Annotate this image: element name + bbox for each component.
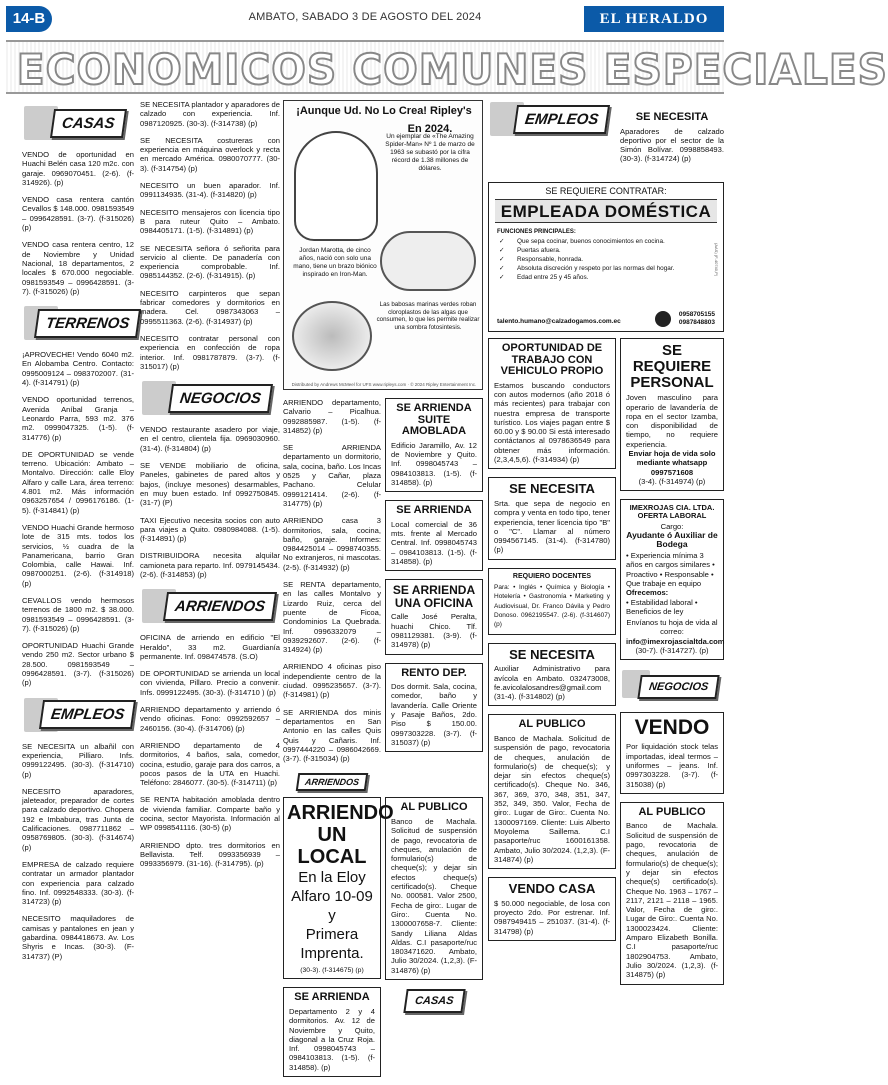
ad-se-arrienda-local: SE ARRIENDA Local comercial de 36 mts. frente al Mercado Central. Inf. 0998045743 – 0984103813. (1-5). (f-314858). (p) bbox=[385, 500, 483, 571]
section-banner bbox=[6, 40, 888, 94]
ad-se-arrienda-departamento: SE ARRIENDA Departamento 2 y 4 dormitorios. Av. 12 de Noviembre y Quito, diagonal a la Cruz Roja. Inf. 0998045743 – 0984103813. (1-5). (f-314858). (p) bbox=[283, 987, 381, 1077]
classified-ad: OPORTUNIDAD Huachi Grande vendo 250 m2. Sector urbano $ 28.500. 0981593549 – 0996428591. (3-7). (f-315026) (p) bbox=[22, 641, 134, 688]
classified-ad: NECESITO contratar personal con experiencia en confección de ropa interior. Inf. 0981787879. (3-7). (f-315017) (p) bbox=[140, 333, 280, 371]
section-header-arriendos: ARRIENDOS bbox=[283, 771, 381, 793]
classified-ad: ¡APROVECHE! Vendo 6040 m2. En Alobamba Centro. Contacto: 0995009124 – 0983702007. (31-4). (f-314791) (p) bbox=[22, 350, 134, 388]
classified-ad: NECESITO un buen aparador. Inf. 0991134935. (31-4). (f-314820) (p) bbox=[140, 181, 280, 200]
ad-al-publico: AL PUBLICO Banco de Machala. Solicitud de suspensión de pago, revocatoria de cheques, anulación de formulario(s) de cheque(s); y dejar sin efectos cheque(s) certificado(s). Cheque No. 346, 367, 369, 370, 348, 351, 347, 352, 349, 350. Valor, Fecha de giro:. Lugar de Giro:. Cuenta No. 1300097169. Cliente: Luis Alberto Moyolema Saillema. C.I pasaporte/ruc 1600161358. Ambato, Julio 30/2024. (1,2,3). (F-314874) (p) bbox=[488, 714, 616, 869]
dateline: AMBATO, SABADO 3 DE AGOSTO DEL 2024 bbox=[248, 11, 482, 23]
section-header-negocios: NEGOCIOS bbox=[140, 379, 280, 417]
column-2 bbox=[140, 100, 280, 930]
section-header-terrenos: TERRENOS bbox=[22, 304, 134, 342]
classified-ad: ARRIENDO 4 oficinas piso independiente centro de la ciudad. 0995235657. (3-7). (f-314981) (p) bbox=[283, 662, 381, 700]
section-header-empleos: EMPLEOS bbox=[22, 696, 134, 734]
section-header-negocios: NEGOCIOS bbox=[620, 668, 724, 706]
classified-ad: SE NECESITA plantador y aparadores de calzado con experiencia. Inf. 0987120925. (30-3). (f-314738) (p) bbox=[140, 100, 280, 128]
classified-ad: ARRIENDO dpto. tres dormitorios en Bellavista. Telf. 0993356939 – 0993356979. (31-16). (f-314795). (p) bbox=[140, 840, 280, 869]
classified-ad: SE NECESITA señora ó señorita para servicio al cliente. De panadería con experiencia comprobable. Inf. 0985144352. (2-6). (f-314915). (p) bbox=[140, 243, 280, 281]
classified-ad: SE ARRIENDA dos minis departamentos en San Antonio en las calles Quis Quis y Cañaris. Inf. 0997444220 – 0986042669. (3-7). (f-315034) (p) bbox=[283, 707, 381, 764]
comic-credit: Distributed by Andrews McMeel for UFS www.ripleys.com · © 2024 Ripley Entertainment Inc. bbox=[291, 382, 477, 387]
ad-se-necesita: SE NECESITA Srta. que sepa de negocio en compra y venta en todo tipo, tener experiencia, tener licencia tipo "B" o "C". Llamar al número 0994567145. (31-4). (f-314780) (p) bbox=[488, 477, 616, 559]
ad-imexrojas: IMEXROJAS CIA. LTDA. OFERTA LABORAL Cargo: Ayudante ó Auxiliar de Bodega • Experiencia mínima 3 años en cargos similares • Proactivo • Responsable • Que trabaje en equipo Ofrecemos: • Estabilidad laboral • Beneficios de ley Envíanos tu hoja de vida al correo: info@imexrojascialtda.com (30-7). (f-314727). (p) bbox=[620, 499, 724, 660]
page-header bbox=[0, 0, 730, 36]
column-5-top: SE NECESITA Aparadores de calzado deportivo por el sector de la Simón Bolívar. 0998858493. (30-3). (f-314724) (p) bbox=[620, 111, 724, 164]
slug-illustration bbox=[380, 231, 476, 291]
ad-empleada-domestica: SE REQUIERE CONTRATAR: EMPLEADA DOMÉSTICA FUNCIONES PRINCIPALES: ✓ Que sepa cocinar, buenos conocimientos en cocina. ✓ Puertas afuera. ✓ Responsable, honrada. ✓ Absoluta discreción y respeto por las normas del hogar. ✓ Edad entre 25 y 45 años. talento.humano@calzadogamos.com.ec 0958705155 0987848803 (AAS) (F-40740,P) bbox=[488, 182, 724, 332]
boy-illustration bbox=[294, 131, 378, 241]
banner-title: ECONOMICOS COMUNES ESPECIALES bbox=[16, 45, 888, 94]
funciones-list: ✓ Que sepa cocinar, buenos conocimientos en cocina. ✓ Puertas afuera. ✓ Responsable, honrada. ✓ Absoluta discreción y respeto por las normas del hogar. ✓ Edad entre 25 y 45 años. bbox=[499, 237, 713, 282]
email-address: talento.humano@calzadogamos.com.ec bbox=[497, 318, 621, 325]
classified-ad: SE VENDE mobiliario de oficina, Paneles, gabinetes de pared altos y bajos, (incluye mesones) desarmables, en muy buen estado. Inf 0992750845. (31-7) (P) bbox=[140, 461, 280, 508]
column-4-lower bbox=[488, 338, 616, 936]
empleada-title: EMPLEADA DOMÉSTICA bbox=[495, 199, 717, 223]
comic-title: ¡Aunque Ud. No Lo Crea! Ripley's bbox=[296, 105, 472, 117]
ad-suite-amoblada: SE ARRIENDA SUITE AMOBLADA Edificio Jaramillo, Av. 12 de Noviembre y Quito. Inf. 0998045743 – 0984103813. (1-5). (f-314858). (p) bbox=[385, 398, 483, 492]
phone-numbers: 0958705155 0987848803 bbox=[678, 311, 715, 326]
newspaper-brand: EL HERALDO bbox=[584, 6, 724, 32]
page-number: 14-B bbox=[6, 6, 52, 32]
classified-ad: NECESITO mensajeros con licencia tipo B para ruteur Quito – Ambato. 0984405171. (1-5). (f-314891) (p) bbox=[140, 207, 280, 236]
section-header-arriendos: ARRIENDOS bbox=[140, 587, 280, 625]
ad-requiero-docentes: REQUIERO DOCENTES Para: • Inglés • Química y Biología • Hotelería • Gastronomía • Marketing y Audiovisual, Dr. Franco Dávila y Pedro Donoso. 0962195547. (2-6). (f-314607) (p) bbox=[488, 568, 616, 635]
classified-ad: ARRIENDO casa 3 dormitorios, sala, cocina, baño, garaje. Informes: 0984425014 – 0998740355. No extranjeros, ni mascotas. (2-5). (f-314932) (p) bbox=[283, 516, 381, 572]
column-3 bbox=[283, 100, 483, 1072]
classified-ad: NECESITO carpinteros que sepan fabricar comedores y dormitorios en madera. Cel. 0987343063 – 0995511363. (2-6). (f-314937) (p) bbox=[140, 288, 280, 326]
classified-ad: DISTRIBUIDORA necesita alquilar camioneta para reparto. Inf. 0979145434. (2-6). (f-314853) (p) bbox=[140, 551, 280, 579]
section-header-empleos: EMPLEOS bbox=[488, 100, 616, 138]
ad-al-publico: AL PUBLICO Banco de Machala. Solicitud de suspensión de pago, revocatoria de cheques, anulación de formulario(s) de cheque(s); y dejar sin efectos cheque(s) certificado(s). Cheque No. 000581. Valor 2500, Fecha de giro:. Lugar de Giro:. Cuenta No. 1300007658-7. Cliente: Sandy Liliana Aldas Aldas. C.I pasaporte/ruc 1803471620. Ambato, Julio 30/2024. (1,2,3). (F-314876) (p) bbox=[385, 797, 483, 980]
ad-al-publico: AL PUBLICO Banco de Machala. Solicitud de suspensión de pago, revocatoria de cheques, anulación de formulario(s) de cheque(s); y dejar sin efectos cheque(s) certificado(s). Cheque No. 1963 – 1767 – 2117, 2121 – 2118 – 1965. Valor, Fecha de giro:. Lugar de Giro:. Cuenta No. 1300023424. Cliente: Amparo Elizabeth Bonilla. C.I pasaporte/ruc 1802904753. Ambato, Julio 30/2024. (1,2,3). (f-314875) (p) bbox=[620, 802, 724, 985]
column-5-lower bbox=[620, 338, 725, 980]
ad-se-necesita-auxiliar: SE NECESITA Auxiliar Administrativo para avícola en Ambato. 032473008, fe.avicolalosandres@gmail.com (31-4). (f-314802) (p) bbox=[488, 643, 616, 707]
ripley-comic bbox=[283, 100, 483, 390]
comic-fact-1: En 2024. Un ejemplar de «The Amazing Spider-Man» Nº 1 de marzo de 1963 se subastó por la cifra récord de 1.38 millones de dólares. bbox=[385, 123, 475, 172]
classified-ad: CEVALLOS vendo hermosos terrenos de 1800 m2. $ 38.000. 0981593549 – 0996428591. (3-7). (f-315026) (p) bbox=[22, 595, 134, 633]
classified-ad: DE OPORTUNIDAD se vende terreno. Ubicación: Ambato – Montalvo. Dirección: calle Eloy Alfaro y calle Lara, área terreno: 4.801 m2. Más información 0963257654 / 0996176186. (1-5). (f-314841) (p) bbox=[22, 449, 134, 515]
phone-icon bbox=[655, 311, 671, 327]
ad-arrienda-oficina: SE ARRIENDA UNA OFICINA Calle José Peralta, huachi Chico. Tlf. 0981129381. (3-9). (f-314978) (p) bbox=[385, 579, 483, 654]
classified-ad: SE ARRIENDA departamento un dormitorio, sala, cocina, baño. Los Incas 0525 y Cañar, plaza Pachano. Celular 0999121414. (2-6). (f-314775) (p) bbox=[283, 443, 381, 508]
classified-ad: VENDO casa rentera cantón Cevallos $ 148.000. 0981593549 – 0996428591. (3-7). (f-315026) (p) bbox=[22, 195, 134, 233]
comic-fact-2: Jordan Marotta, de cinco años, nació con solo una mano, tiene un brazo biónico inspirado en Iron-Man. bbox=[293, 247, 377, 278]
classified-ad: SE RENTA departamento, en las calles Montalvo y Lizardo Ruiz, cerca del puente de Ficoa, Condominios La Quebrada. Inf. 0996332079 – 0939292607. (2-6). (f-314924) (p) bbox=[283, 580, 381, 655]
section-header-casas: CASAS bbox=[385, 988, 483, 1014]
classified-ad: SE NECESITA un albañil con experiencia, Pilliaro. Infs. 0999122495. (30-3). (f-314710) (p) bbox=[22, 741, 134, 779]
comic-fact-3: Las babosas marinas verdes roban cloroplastos de las algas que consumen, lo que les permite realizar una sombra fotosintesis. bbox=[376, 301, 480, 331]
classified-ad: OFICINA de arriendo en edificio "El Heraldo", 33 m2. Guardianía permanente. Inf. 098474578. (S.O) bbox=[140, 633, 280, 661]
classified-ad: NECESITO aparadores, jaleteador, preparador de cortes para calzado deportivo. Chopera 192 e Imbabura, tras Junta de Calificaciones. 0987711862 – 0958769805. (30-3). (f-314674) (p) bbox=[22, 786, 134, 852]
classified-ad: VENDO oportunidad terrenos, Avenida Aníbal Granja – Leonardo Parra, 593 m2. 376 m2. 0999047325. (1-5). (f-314776) (p) bbox=[22, 395, 134, 442]
classified-ad: ARRIENDO departamento, Calvario – Picalhua. 0992885987. (1-5). (f-314852) (p) bbox=[283, 398, 381, 435]
ad-rento-dep: RENTO DEP. Dos dormit. Sala, cocina, comedor, baño y lavandería. Calle Oriente y Pasaje Baños, 2do. Piso $ 150.00. 0997303228. (3-7). (f-315037) (p) bbox=[385, 663, 483, 753]
classified-ad: SE RENTA habitación amoblada dentro de vivienda familiar. Comparte baño y cocina, sector Mayorista. Información al WP 0998541116. (30-5) (p) bbox=[140, 795, 280, 833]
classified-ad: VENDO de oportunidad en Huachi Belén casa 120 m2c. con garaje. 0969070451. (2-6). (f-314926). (p) bbox=[22, 150, 134, 187]
column-4 bbox=[488, 100, 616, 180]
ad-vendo: VENDO Por liquidación stock telas importadas, ideal termos – uniformes – jeans. Inf. 0997303228. (3-7). (f-315038) (p) bbox=[620, 712, 724, 794]
classified-ad: EMPRESA de calzado requiere contratar un armador plantador con experiencia para calzado fino. Inf. 0992548333. (30-3). (f-314723) (p) bbox=[22, 859, 134, 907]
ad-vendo-casa: VENDO CASA $ 50.000 negociable, de losa con proyecto 2do. Por estrenar. Inf. 0987949415 – 251037. (31-4). (f-314798) (p) bbox=[488, 877, 616, 941]
classified-ad: VENDO casa rentera centro, 12 de Noviembre y Unidad Nacional, 18 departamentos, 2 locales $ 670.000 negociable. 0981593549 – 0996428591. (3-7). (f-315026) (p) bbox=[22, 240, 134, 296]
column-1 bbox=[22, 100, 134, 961]
classified-ad: SE NECESITA costureras con experiencia en máquina overlock y recta en mercado América. 0980070777. (30-3). (f-314754) (p) bbox=[140, 135, 280, 173]
classified-ad: ARRIENDO departamento y arriendo ó vendo oficinas. Fono: 0992592657 – 2460156. (30-4). (f-314706) (p) bbox=[140, 705, 280, 733]
section-header-casas: CASAS bbox=[22, 104, 134, 142]
ad-oportunidad-trabajo: OPORTUNIDAD DE TRABAJO CON VEHICULO PROPIO Estamos buscando conductors con autos modernos (año 2018 ó más recientes) para trabajar con nuestra empresa de transporte turístico. Los viajes pagan entre $ 60.00 y $ 90.00 Si está interesado contáctanos al 0978636549 para obtener más información. (2,3,4,5,6). (f-314934) (p) bbox=[488, 338, 616, 469]
ad-arriendo-local: ARRIENDO UN LOCAL En la Eloy Alfaro 10-09 y Primera Imprenta. (30-3). (f-314675) (p) bbox=[283, 797, 381, 979]
ad-se-requiere-personal: SE REQUIERE PERSONAL Joven masculino para operario de lavandería de ropa en el sector Izamba, con disponibilidad de tiempo, no requiere experiencia. Enviar hoja de vida solo mediante whatsapp 0997571608 (3-4). (f-314974) (p) bbox=[620, 338, 724, 491]
classified-ad: VENDO Huachi Grande hermoso lote de 315 mts. todos los servicios, ½ cuadra de la Panamericana, barrio Gran Colombia, calle Hawai. Inf. 0987000251. (2-6). (f-314918) (p) bbox=[22, 522, 134, 588]
classified-ad: NECESITO maquiladores de camisas y pantalones en jean y gabardina. 0984418673. Av. Los Shyris e Incas. (30-3). (F-314737) (P) bbox=[22, 914, 134, 961]
classified-ad: ARRIENDO departamento de 4 dormitorios, 4 baños, sala, comedor, cocina, estudio, garaje para dos carros, a pocos pasos de la UTA en Huachi. Teléfono: 2846077. (30-5). (f-314711) (p) bbox=[140, 740, 280, 788]
classified-ad: DE OPORTUNIDAD se arrienda un local con vivienda, Pillaro. Precio a convenir. Infs. 0999122495. (30-3). (f-314710 ) (p) bbox=[140, 669, 280, 697]
classified-ad: TAXI Ejecutivo necesita socios con auto para viajes a Quito. 0980984088. (1-5). (f-314891) (p) bbox=[140, 515, 280, 544]
algae-illustration bbox=[292, 301, 372, 371]
classified-ad: VENDO restaurante asadero por viaje, en el centro, clientela fija. 0969030960. (31-4). (f-314804) (p) bbox=[140, 425, 280, 453]
